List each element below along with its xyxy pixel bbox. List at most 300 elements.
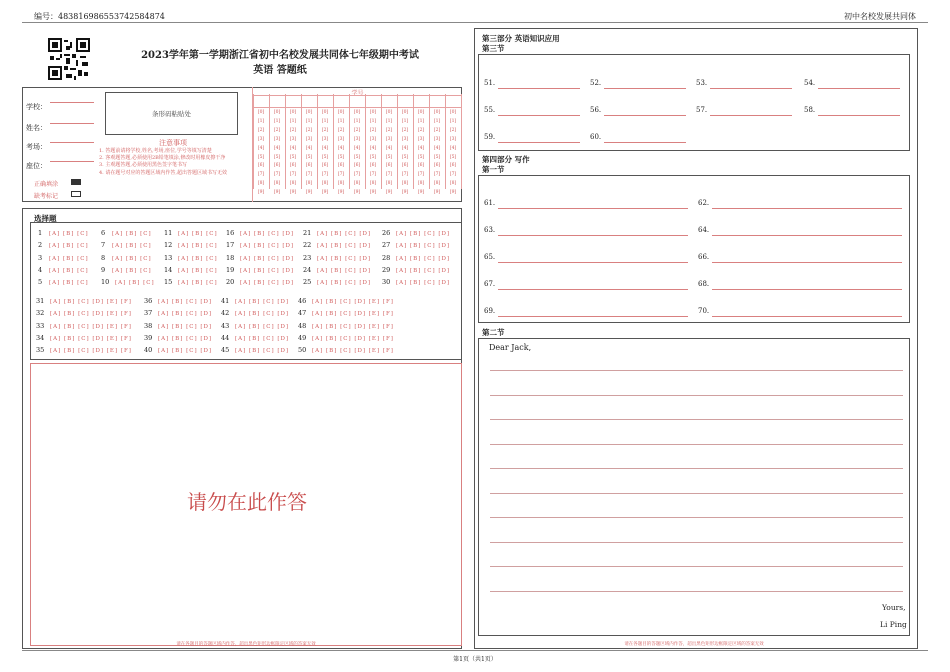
answer-options[interactable]: [A] [B] [C] [D] — [158, 311, 213, 318]
id-digit-bubble[interactable]: [3] — [289, 136, 297, 142]
id-digit-bubble[interactable]: [3] — [353, 136, 361, 142]
choice-item[interactable] — [226, 266, 294, 274]
id-digit-bubble[interactable]: [7] — [289, 172, 297, 178]
page-number: 第1页（共1页） — [453, 656, 497, 663]
answer-options[interactable]: [A] [B] [C] [D] [E] [F] — [50, 299, 132, 305]
blank-number: 52. — [590, 79, 602, 87]
answer-options[interactable]: [A] [B] [C] — [49, 280, 89, 287]
id-digit-bubble[interactable]: [9] — [321, 190, 329, 196]
id-digit-bubble[interactable]: [5] — [385, 154, 393, 160]
choice-item[interactable] — [382, 266, 450, 274]
id-digit-bubble[interactable]: [3] — [305, 136, 313, 142]
id-digit-bubble[interactable]: [7] — [257, 172, 265, 178]
answer-options[interactable]: [A] [B] [C] [D] — [235, 348, 290, 355]
choice-item[interactable] — [101, 278, 155, 286]
part4-section1: 第一节 — [482, 165, 505, 174]
choice-item[interactable] — [144, 309, 212, 317]
answer-options[interactable]: [A] [B] [C] [D] — [158, 323, 213, 330]
id-digit-bubble[interactable]: [6] — [337, 163, 345, 169]
answer-options[interactable]: [A] [B] [C] — [112, 267, 152, 274]
answer-options[interactable]: [A] [B] [C] [D] — [396, 280, 451, 287]
choice-item[interactable] — [298, 334, 394, 342]
exam-room-field[interactable] — [26, 134, 47, 153]
answer-options[interactable]: [A] [B] [C] — [49, 255, 89, 262]
choice-item[interactable] — [221, 346, 289, 354]
answer-blank[interactable] — [604, 142, 686, 143]
answer-blank[interactable] — [712, 289, 902, 290]
choice-item[interactable] — [36, 322, 132, 330]
writing-line[interactable] — [490, 542, 903, 543]
empty-box-icon[interactable] — [71, 191, 81, 197]
id-digit-bubble[interactable]: [6] — [417, 163, 425, 169]
id-digit-bubble[interactable]: [8] — [289, 181, 297, 187]
id-digit-bubble[interactable]: [5] — [321, 154, 329, 160]
answer-options[interactable]: [A] [B] [C] — [49, 267, 89, 274]
writing-line[interactable] — [490, 591, 903, 592]
blank-number: 65. — [484, 253, 496, 261]
id-digit-bubble[interactable]: [9] — [273, 190, 281, 196]
answer-options[interactable]: [A] [B] [C] — [178, 267, 218, 274]
writing-line[interactable] — [490, 444, 903, 445]
id-digit-bubble[interactable]: [9] — [433, 190, 441, 196]
answer-options[interactable]: [A] [B] [C] [D] — [317, 280, 372, 287]
id-digit-bubble[interactable]: [1] — [321, 118, 329, 124]
answer-options[interactable]: [A] [B] [C] [D] [E] [F] — [312, 311, 394, 318]
question-number: 7 — [101, 241, 106, 250]
id-digit-bubble[interactable]: [2] — [305, 127, 313, 133]
id-digit-bubble[interactable]: [2] — [449, 127, 457, 133]
choice-item[interactable] — [36, 297, 132, 305]
choice-item[interactable] — [221, 309, 289, 317]
answer-options[interactable]: [A] [B] [C] — [112, 231, 152, 237]
id-digit-bubble[interactable]: [9] — [417, 190, 425, 196]
id-digit-bubble[interactable]: [6] — [289, 163, 297, 169]
answer-options[interactable]: [A] [B] [C] [D] [E] [F] — [312, 299, 394, 305]
writing-line[interactable] — [490, 517, 903, 518]
id-digit-bubble[interactable]: [8] — [321, 181, 329, 187]
blank-number: 68. — [698, 280, 710, 288]
choice-item[interactable] — [101, 241, 152, 249]
id-digit-bubble[interactable]: [2] — [321, 127, 329, 133]
choice-item[interactable] — [226, 254, 294, 262]
id-digit-bubble[interactable]: [1] — [273, 118, 281, 124]
id-digit-bubble[interactable]: [3] — [449, 136, 457, 142]
choice-item[interactable] — [303, 241, 371, 249]
id-digit-bubble[interactable]: [9] — [449, 190, 457, 196]
answer-blank[interactable] — [498, 316, 688, 317]
choice-item[interactable] — [101, 254, 152, 262]
choice-item[interactable] — [226, 278, 294, 286]
answer-options[interactable]: [A] [B] [C] [D] — [240, 267, 295, 274]
answer-options[interactable]: [A] [B] [C] — [178, 243, 218, 250]
id-digit-bubble[interactable]: [4] — [289, 145, 297, 151]
answer-options[interactable]: [A] [B] [C] [D] — [235, 323, 290, 330]
answer-blank[interactable] — [712, 262, 902, 263]
id-digit-bubble[interactable]: [1] — [433, 118, 441, 124]
id-digit-bubble[interactable]: [0] — [273, 110, 281, 115]
answer-options[interactable]: [A] [B] [C] [D] — [158, 299, 213, 305]
id-digit-bubble[interactable]: [3] — [385, 136, 393, 142]
answer-blank[interactable] — [710, 115, 792, 116]
choice-item[interactable] — [303, 254, 371, 262]
choice-item[interactable] — [36, 309, 132, 317]
id-digit-bubble[interactable]: [1] — [401, 118, 409, 124]
id-digit-bubble[interactable]: [2] — [401, 127, 409, 133]
id-digit-bubble[interactable]: [0] — [289, 110, 297, 115]
answer-options[interactable]: [A] [B] [C] [D] — [396, 255, 451, 262]
id-digit-bubble[interactable]: [5] — [433, 154, 441, 160]
left-footnote: 请在各题目的答题区域内作答，超出黑色矩形边框限定区域的答案无效 — [176, 642, 316, 647]
writing-line[interactable] — [490, 370, 903, 371]
answer-blank[interactable] — [604, 115, 686, 116]
choice-item[interactable] — [38, 278, 89, 286]
choice-item[interactable] — [221, 297, 289, 305]
choice-item[interactable] — [101, 266, 152, 274]
question-number: 27 — [382, 241, 391, 250]
qr-code-icon — [48, 38, 90, 80]
id-digit-bubble[interactable]: [5] — [401, 154, 409, 160]
question-number: 10 — [101, 278, 110, 287]
id-digit-bubble[interactable]: [5] — [369, 154, 377, 160]
answer-options[interactable]: [A] [B] [C] — [49, 243, 89, 250]
id-digit-bubble[interactable]: [1] — [305, 118, 313, 124]
id-digit-bubble[interactable]: [5] — [273, 154, 281, 160]
id-digit-bubble[interactable]: [5] — [417, 154, 425, 160]
answer-options[interactable]: [A] [B] [C] [D] — [240, 255, 295, 262]
id-digit-bubble[interactable]: [3] — [417, 136, 425, 142]
choice-item[interactable] — [38, 229, 89, 237]
id-digit-bubble[interactable]: [9] — [401, 190, 409, 196]
id-digit-bubble[interactable]: [8] — [449, 181, 457, 187]
notice-item: 4. 请在题号对应的答题区域内作答,超出答题区域书写无效 — [99, 169, 227, 176]
id-digit-bubble[interactable]: [5] — [353, 154, 361, 160]
answer-options[interactable]: [A] [B] [C] [D] [E] [F] — [50, 335, 132, 342]
writing-line[interactable] — [490, 468, 903, 469]
id-digit-bubble[interactable]: [0] — [257, 110, 265, 115]
id-digit-bubble[interactable]: [3] — [273, 136, 281, 142]
choice-item[interactable] — [298, 322, 394, 330]
choice-item[interactable] — [144, 322, 212, 330]
id-digit-bubble[interactable]: [7] — [385, 172, 393, 178]
blank-number: 60. — [590, 133, 602, 141]
answer-options[interactable]: [A] [B] [C] [D] — [158, 335, 213, 342]
id-digit-bubble[interactable]: [0] — [353, 110, 361, 115]
answer-blank[interactable] — [498, 235, 688, 236]
id-digit-bubble[interactable]: [0] — [369, 110, 377, 115]
answer-options[interactable]: [A] [B] [C] [D] [E] [F] — [312, 323, 394, 330]
answer-blank[interactable] — [498, 142, 580, 143]
id-digit-bubble[interactable]: [2] — [257, 127, 265, 133]
serial-number: 编号：483816986553742584874 — [34, 12, 165, 21]
answer-options[interactable]: [A] [B] [C] [D] — [235, 335, 290, 342]
answer-options[interactable]: [A] [B] [C] [D] [E] [F] — [50, 348, 132, 355]
id-digit-bubble[interactable]: [7] — [449, 172, 457, 178]
id-digit-bubble[interactable]: [7] — [353, 172, 361, 178]
id-digit-bubble[interactable]: [3] — [401, 136, 409, 142]
answer-options[interactable]: [A] [B] [C] [D] — [235, 299, 290, 305]
choice-item[interactable] — [226, 229, 294, 237]
answer-options[interactable]: [A] [B] [C] — [178, 280, 218, 287]
blank-number: 57. — [696, 106, 708, 114]
id-digit-bubble[interactable]: [4] — [321, 145, 329, 151]
id-digit-bubble[interactable]: [6] — [273, 163, 281, 169]
school-label: 学校： — [26, 103, 47, 111]
id-digit-bubble[interactable]: [8] — [369, 181, 377, 187]
answer-options[interactable]: [A] [B] [C] — [112, 243, 152, 250]
answer-blank[interactable] — [818, 88, 900, 89]
id-digit-bubble[interactable]: [1] — [449, 118, 457, 124]
answer-blank[interactable] — [498, 262, 688, 263]
question-number: 35 — [36, 346, 45, 355]
id-digit-bubble[interactable]: [4] — [257, 145, 265, 151]
id-digit-bubble[interactable]: [0] — [305, 110, 313, 115]
id-digit-bubble[interactable]: [1] — [369, 118, 377, 124]
id-digit-bubble[interactable]: [6] — [449, 163, 457, 169]
choice-item[interactable] — [36, 334, 132, 342]
id-digit-bubble[interactable]: [6] — [305, 163, 313, 169]
answer-blank[interactable] — [498, 289, 688, 290]
id-digit-bubble[interactable]: [0] — [417, 110, 425, 115]
choice-item[interactable] — [144, 334, 212, 342]
id-digit-bubble[interactable]: [7] — [337, 172, 345, 178]
choice-item[interactable] — [221, 322, 289, 330]
seat-field[interactable] — [26, 153, 47, 172]
question-number: 29 — [382, 265, 391, 274]
id-digit-bubble[interactable]: [0] — [433, 110, 441, 115]
answer-options[interactable]: [A] [B] [C] [D] — [317, 243, 372, 250]
id-digit-bubble[interactable]: [8] — [305, 181, 313, 187]
writing-line[interactable] — [490, 566, 903, 567]
answer-options[interactable]: [A] [B] [C] [D] — [240, 231, 295, 237]
id-digit-bubble[interactable]: [2] — [417, 127, 425, 133]
answer-options[interactable]: [A] [B] [C] — [49, 231, 89, 237]
answer-options[interactable]: [A] [B] [C] — [115, 280, 155, 287]
id-digit-bubble[interactable]: [0] — [385, 110, 393, 115]
id-digit-bubble[interactable]: [4] — [385, 145, 393, 151]
choice-item[interactable] — [164, 229, 218, 237]
part4-title: 第四部分 写作 — [482, 155, 530, 164]
id-digit-bubble[interactable]: [2] — [385, 127, 393, 133]
id-digit-bubble[interactable]: [6] — [321, 163, 329, 169]
choice-item[interactable] — [164, 266, 218, 274]
choice-item[interactable] — [382, 278, 450, 286]
id-digit-bubble[interactable]: [8] — [433, 181, 441, 187]
blank-number: 69. — [484, 307, 496, 315]
id-digit-bubble[interactable]: [3] — [337, 136, 345, 142]
id-digit-bubble[interactable]: [2] — [289, 127, 297, 133]
id-digit-bubble[interactable]: [4] — [433, 145, 441, 151]
id-digit-bubble[interactable]: [1] — [353, 118, 361, 124]
choice-item[interactable] — [298, 297, 394, 305]
id-digit-bubble[interactable]: [7] — [305, 172, 313, 178]
header-divider — [22, 22, 928, 23]
question-number: 14 — [164, 265, 173, 274]
id-digit-bubble[interactable]: [5] — [305, 154, 313, 160]
choice-item[interactable] — [164, 278, 218, 286]
choice-item[interactable] — [226, 241, 294, 249]
answer-options[interactable]: [A] [B] [C] [D] — [240, 243, 295, 250]
answer-blank[interactable] — [498, 208, 688, 209]
id-digit-bubble[interactable]: [4] — [273, 145, 281, 151]
id-digit-bubble[interactable]: [7] — [369, 172, 377, 178]
id-digit-bubble[interactable]: [1] — [417, 118, 425, 124]
answer-blank[interactable] — [712, 208, 902, 209]
id-digit-bubble[interactable]: [8] — [385, 181, 393, 187]
answer-blank[interactable] — [712, 316, 902, 317]
id-digit-bubble[interactable]: [6] — [433, 163, 441, 169]
id-digit-bubble[interactable]: [7] — [433, 172, 441, 178]
id-digit-bubble[interactable]: [5] — [289, 154, 297, 160]
notice-box — [99, 138, 247, 177]
answer-blank[interactable] — [498, 88, 580, 89]
choice-item[interactable] — [298, 309, 394, 317]
id-digit-bubble[interactable]: [7] — [417, 172, 425, 178]
id-digit-bubble[interactable]: [8] — [401, 181, 409, 187]
id-digit-bubble[interactable]: [3] — [369, 136, 377, 142]
answer-options[interactable]: [A] [B] [C] [D] — [317, 267, 372, 274]
part4-box — [478, 175, 910, 323]
answer-options[interactable]: [A] [B] [C] [D] — [235, 311, 290, 318]
id-digit-bubble[interactable]: [3] — [321, 136, 329, 142]
id-digit-bubble[interactable]: [8] — [417, 181, 425, 187]
id-digit-bubble[interactable]: [9] — [289, 190, 297, 196]
id-digit-bubble[interactable]: [5] — [257, 154, 265, 160]
id-digit-bubble[interactable]: [8] — [257, 181, 265, 187]
answer-blank[interactable] — [818, 115, 900, 116]
id-digit-bubble[interactable]: [2] — [273, 127, 281, 133]
id-digit-bubble[interactable]: [3] — [433, 136, 441, 142]
blank-number: 66. — [698, 253, 710, 261]
answer-options[interactable]: [A] [B] [C] — [178, 231, 218, 237]
absent-mark[interactable] — [34, 183, 81, 202]
blank-number: 67. — [484, 280, 496, 288]
id-digit-bubble[interactable]: [8] — [337, 181, 345, 187]
answer-options[interactable]: [A] [B] [C] [D] — [317, 231, 372, 237]
answer-options[interactable]: [A] [B] [C] [D] — [396, 231, 451, 237]
answer-blank[interactable] — [710, 88, 792, 89]
id-digit-bubble[interactable]: [6] — [257, 163, 265, 169]
question-number: 42 — [221, 309, 230, 318]
answer-options[interactable]: [A] [B] [C] — [112, 255, 152, 262]
id-digit-bubble[interactable]: [9] — [369, 190, 377, 196]
id-digit-bubble[interactable]: [4] — [353, 145, 361, 151]
question-number: 38 — [144, 321, 153, 330]
answer-options[interactable]: [A] [B] [C] [D] — [317, 255, 372, 262]
answer-blank[interactable] — [712, 235, 902, 236]
answer-options[interactable]: [A] [B] [C] [D] [E] [F] — [312, 348, 394, 355]
answer-options[interactable]: [A] [B] [C] — [178, 255, 218, 262]
id-digit-bubble[interactable]: [0] — [337, 110, 345, 115]
answer-options[interactable]: [A] [B] [C] [D] — [158, 348, 213, 355]
id-digit-bubble[interactable]: [0] — [321, 110, 329, 115]
choice-item[interactable] — [38, 254, 89, 262]
question-number: 4 — [38, 265, 43, 274]
id-digit-bubble[interactable]: [7] — [321, 172, 329, 178]
id-digit-bubble[interactable]: [6] — [369, 163, 377, 169]
choice-item[interactable] — [164, 241, 218, 249]
id-digit-bubble[interactable]: [2] — [353, 127, 361, 133]
answer-blank[interactable] — [604, 88, 686, 89]
choice-item[interactable] — [303, 229, 371, 237]
id-digit-bubble[interactable]: [7] — [273, 172, 281, 178]
school-field[interactable] — [26, 94, 47, 113]
choice-item[interactable] — [144, 297, 212, 305]
id-digit-bubble[interactable]: [2] — [433, 127, 441, 133]
id-digit-bubble[interactable]: [6] — [353, 163, 361, 169]
id-digit-bubble[interactable]: [3] — [257, 136, 265, 142]
id-digit-bubble[interactable]: [4] — [401, 145, 409, 151]
question-number: 32 — [36, 309, 45, 318]
choice-item[interactable] — [382, 229, 450, 237]
answer-options[interactable]: [A] [B] [C] [D] [E] [F] — [312, 335, 394, 342]
choice-item[interactable] — [38, 241, 89, 249]
writing-line[interactable] — [490, 493, 903, 494]
choice-item[interactable] — [164, 254, 218, 262]
answer-options[interactable]: [A] [B] [C] [D] — [396, 267, 451, 274]
question-number: 41 — [221, 297, 230, 305]
id-digit-bubble[interactable]: [1] — [257, 118, 265, 124]
id-digit-bubble[interactable]: [9] — [257, 190, 265, 196]
id-digit-bubble[interactable]: [9] — [353, 190, 361, 196]
id-digit-bubble[interactable]: [2] — [337, 127, 345, 133]
id-digit-bubble[interactable]: [0] — [401, 110, 409, 115]
answer-blank[interactable] — [498, 115, 580, 116]
choice-item[interactable] — [303, 278, 371, 286]
answer-options[interactable]: [A] [B] [C] [D] — [240, 280, 295, 287]
id-digit-bubble[interactable]: [4] — [337, 145, 345, 151]
id-digit-bubble[interactable]: [4] — [417, 145, 425, 151]
id-digit-bubble[interactable]: [2] — [369, 127, 377, 133]
id-digit-bubble[interactable]: [9] — [337, 190, 345, 196]
answer-options[interactable]: [A] [B] [C] [D] — [396, 243, 451, 250]
answer-options[interactable]: [A] [B] [C] [D] [E] [F] — [50, 311, 132, 318]
question-number: 31 — [36, 297, 45, 305]
id-digit-bubble[interactable]: [0] — [449, 110, 457, 115]
id-digit-bubble[interactable]: [6] — [385, 163, 393, 169]
answer-options[interactable]: [A] [B] [C] [D] [E] [F] — [50, 323, 132, 330]
choice-item[interactable] — [382, 254, 450, 262]
choice-item[interactable] — [36, 346, 132, 354]
writing-line[interactable] — [490, 419, 903, 420]
choice-title: 选择题 — [34, 214, 57, 223]
id-digit-bubble[interactable]: [6] — [401, 163, 409, 169]
id-digit-bubble[interactable]: [8] — [273, 181, 281, 187]
id-digit-bubble[interactable]: [1] — [385, 118, 393, 124]
id-digit-bubble[interactable]: [1] — [337, 118, 345, 124]
choice-item[interactable] — [101, 229, 152, 237]
choice-item[interactable] — [303, 266, 371, 274]
id-digit-bubble[interactable]: [4] — [369, 145, 377, 151]
part3-box — [478, 54, 910, 151]
choice-item[interactable] — [144, 346, 212, 354]
question-number: 43 — [221, 321, 230, 330]
id-digit-bubble[interactable]: [7] — [401, 172, 409, 178]
name-field[interactable] — [26, 115, 47, 134]
id-digit-bubble[interactable]: [5] — [449, 154, 457, 160]
id-digit-bubble[interactable]: [4] — [305, 145, 313, 151]
choice-item[interactable] — [38, 266, 89, 274]
id-digit-bubble[interactable]: [9] — [385, 190, 393, 196]
writing-line[interactable] — [490, 395, 903, 396]
id-digit-bubble[interactable]: [8] — [353, 181, 361, 187]
choice-item[interactable] — [221, 334, 289, 342]
id-digit-bubble[interactable]: [4] — [449, 145, 457, 151]
choice-item[interactable] — [382, 241, 450, 249]
id-digit-bubble[interactable]: [9] — [305, 190, 313, 196]
id-digit-bubble[interactable]: [5] — [337, 154, 345, 160]
id-digit-bubble[interactable]: [1] — [289, 118, 297, 124]
choice-item[interactable] — [298, 346, 394, 354]
